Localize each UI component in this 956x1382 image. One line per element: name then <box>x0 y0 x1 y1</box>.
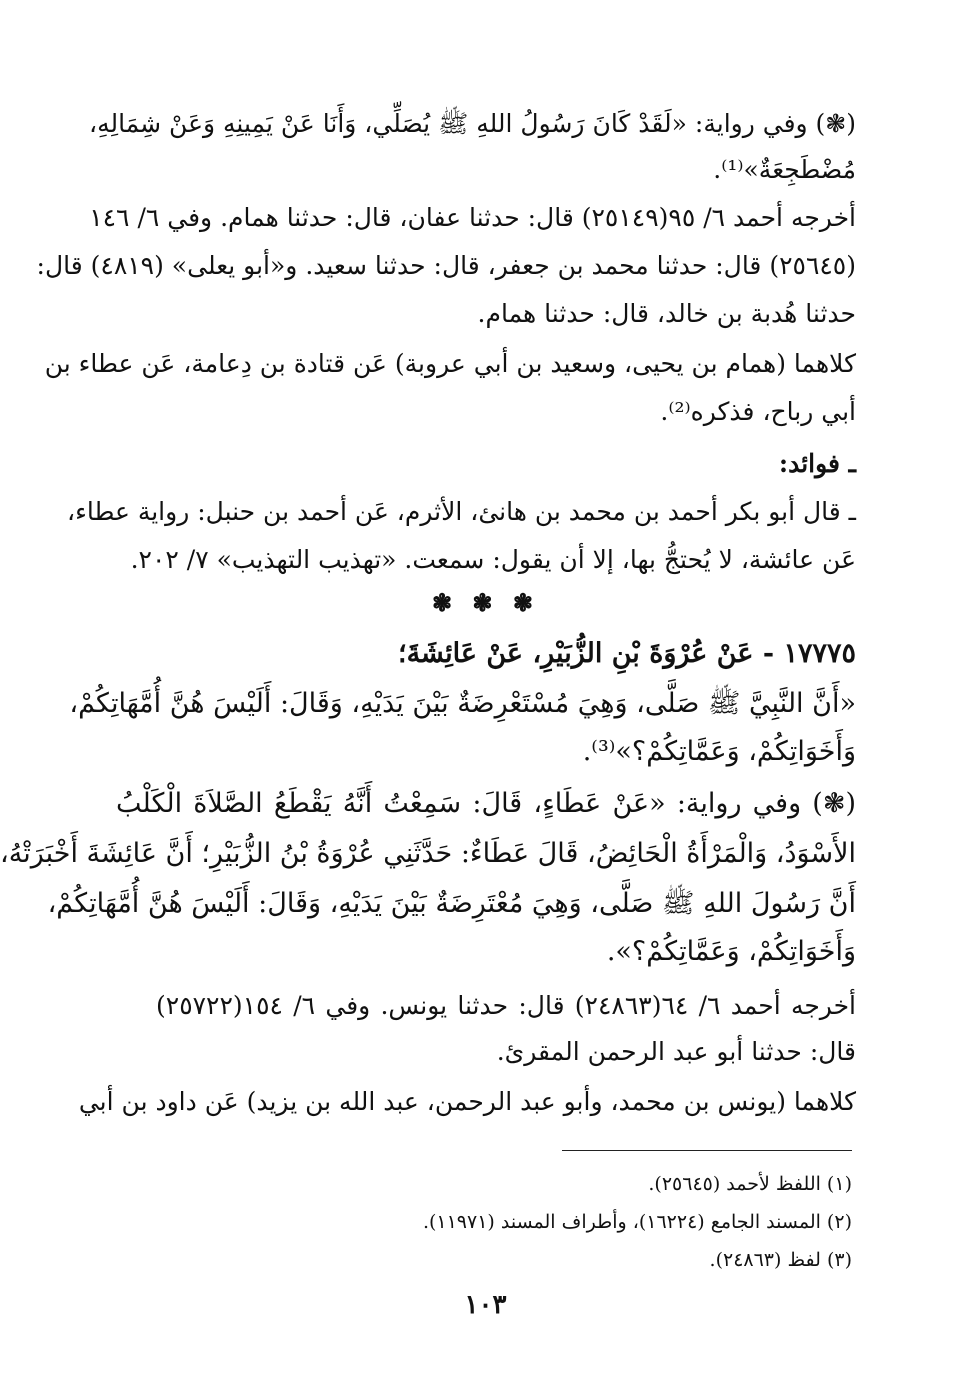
footnote: (٣) لفظ (٢٤٨٦٣). <box>709 1249 852 1271</box>
hadith-heading: ١٧٧٧٥ - عَنْ عُرْوَةَ بْنِ الزُّبَيْرِ، عَنْ عَائِشَةَ؛ <box>397 638 856 669</box>
section-heading: ـ فوائد: <box>778 449 856 478</box>
text-line: ـ قال أبو بكر أحمد بن محمد بن هانئ، الأثرم، عَن أحمد بن حنبل: رواية عطاء، <box>67 497 856 526</box>
text-line: وَأَخَوَاتِكُمْ، وَعَمَّاتِكُمْ؟»⁽³⁾. <box>582 736 856 767</box>
text-line: مُضْطَجِعَةٌ»⁽¹⁾. <box>713 155 856 184</box>
text-line: (❃) وفي رواية: «عَنْ عَطَاءٍ، قَالَ: سَمِعْتُ أَنَّهُ يَقْطَعُ الصَّلاَةَ الْكَلْبُ <box>116 788 856 819</box>
footnote: (٢) المسند الجامع (١٦٢٢٤)، وأطراف المسند (١١٩٧١). <box>422 1211 852 1233</box>
text-line: عَن عائشة، لا يُحتجُّ بها، إلا أن يقول: سمعت. «تهذيب التهذيب» ٧/ ٢٠٢. <box>130 545 856 574</box>
text-line: الأَسْوَدُ، وَالْمَرْأَةُ الْحَائِضُ، قَالَ عَطَاءٌ: حَدَّثَنِي عُرْوَةُ بْنُ الزُّبَيْرِ؛ أَنَّ عَائِشَةَ أَخْبَرَتْهُ، <box>0 838 856 869</box>
text-line: (٢٥٦٤٥) قال: حدثنا محمد بن جعفر، قال: حدثنا سعيد. و«أبو يعلى» (٤٨١٩) قال: <box>36 251 856 280</box>
text-line: أخرجه أحمد ٦/ ٩٥(٢٥١٤٩) قال: حدثنا عفان، قال: حدثنا همام. وفي ٦/ ١٤٦ <box>89 203 856 232</box>
footnote: (١) اللفظ لأحمد (٢٥٦٤٥). <box>648 1173 852 1195</box>
text-line: «أَنَّ النَّبِيَّ ﷺ صَلَّى، وَهِيَ مُسْتَعْرِضَةٌ بَيْنَ يَدَيْهِ، وَقَالَ: أَلَيْسَ هُنَّ أُمَّهَاتِكُمْ، <box>69 688 856 719</box>
separator-stars: ❃ ❃ ❃ <box>431 588 540 617</box>
footnote-divider <box>562 1150 852 1151</box>
text-line: وَأَخَوَاتِكُمْ، وَعَمَّاتِكُمْ؟». <box>606 936 856 967</box>
text-line: أَنَّ رَسُولَ اللهِ ﷺ صَلَّى، وَهِيَ مُعْتَرِضَةٌ بَيْنَ يَدَيْهِ، وَقَالَ: أَلَيْسَ هُنَّ أُمَّهَاتِكُمْ، <box>47 888 856 919</box>
text-line: قال: حدثنا أبو عبد الرحمن المقرئ. <box>496 1037 856 1066</box>
text-line: كلاهما (يونس بن محمد، وأبو عبد الرحمن، عبد الله بن يزيد) عَن داود بن أبي <box>78 1087 856 1116</box>
page-number: ١٠٣ <box>464 1290 507 1320</box>
text-line: كلاهما (همام بن يحيى، وسعيد بن أبي عروبة) عَن قتادة بن دِعامة، عَن عطاء بن <box>44 349 856 378</box>
text-line: أخرجه أحمد ٦/ ٦٤(٢٤٨٦٣) قال: حدثنا يونس. وفي ٦/ ١٥٤(٢٥٧٢٢) <box>156 991 856 1020</box>
text-line: حدثنا هُدبة بن خالد، قال: حدثنا همام. <box>477 299 856 328</box>
text-line: (❃) وفي رواية: «لَقَدْ كَانَ رَسُولُ اللهِ ﷺ يُصَلِّي، وَأَنَا عَنْ يَمِينِهِ وَعَنْ شِمَالِهِ، <box>89 109 856 138</box>
text-line: أبي رباح، فذكره⁽²⁾. <box>660 397 856 426</box>
